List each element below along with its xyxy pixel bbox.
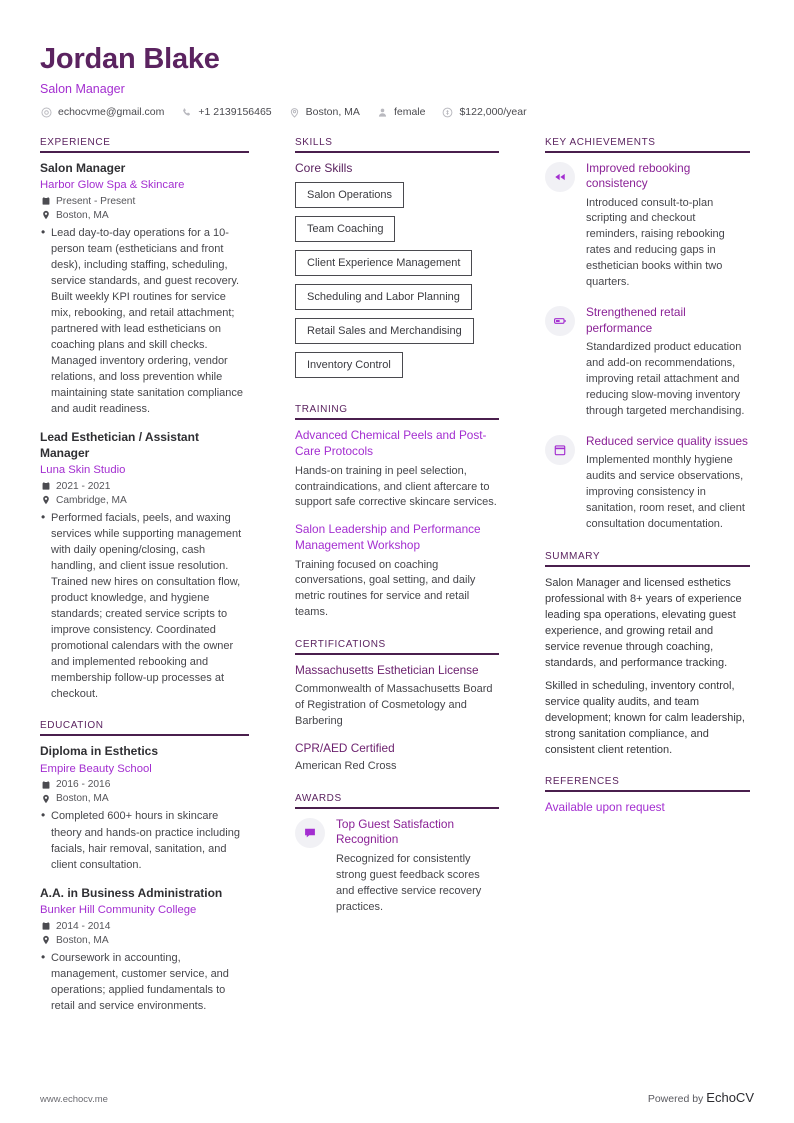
section-summary [545, 551, 750, 759]
training-title: Advanced Chemical Peels and Post-Care Protocols [295, 428, 487, 459]
entry-org: Harbor Glow Spa & Skincare [40, 179, 185, 192]
entry-dates-value: Present - Present [56, 195, 136, 207]
entry-bullets [40, 510, 249, 703]
training-desc: Hands-on training in peel selection, contraindications, and client aftercare to support safe corrective skincare services. [295, 464, 497, 509]
education-entry [40, 886, 249, 1014]
battery-icon [545, 306, 575, 336]
right-column [545, 137, 750, 818]
location-icon [288, 106, 301, 119]
achievement-body [586, 305, 750, 419]
skill-chip[interactable]: Inventory Control [295, 352, 403, 378]
certification-issuer: American Red Cross [295, 760, 397, 773]
section-rule [295, 653, 499, 655]
entry-org: Luna Skin Studio [40, 464, 126, 477]
entry-title: Salon Manager [40, 160, 126, 175]
footer-powered-label: Powered by [647, 1093, 704, 1105]
skills-chip-list [295, 182, 499, 387]
resume-columns [40, 137, 754, 1018]
achievement-title: Improved rebooking consistency [586, 160, 691, 191]
person-icon [376, 106, 389, 119]
page-title: Jordan Blake [40, 43, 220, 75]
salary-icon [441, 106, 454, 119]
section-experience [40, 137, 249, 703]
skill-chip[interactable]: Team Coaching [295, 216, 395, 242]
section-title-education: EDUCATION [40, 720, 104, 732]
entry-bullets [40, 950, 249, 1014]
footer-brand: EchoCV [706, 1090, 754, 1105]
calendar-icon [40, 196, 51, 207]
entry-title: Diploma in Esthetics [40, 744, 159, 759]
map-pin-icon [40, 495, 51, 506]
job-title: Salon Manager [40, 81, 125, 96]
skills-group-title: Core Skills [295, 160, 353, 175]
bullet: • Performed facials, peels, and waxing services while supporting management with daily opening/closing, cash handling, and client issue resolution. Trained new hires on consultation flow, product knowledge, and hygiene standards; created service scripts to improve consistency. Coordinated promotional calendars with the owner and implemented rebooking and membership follow-up processes at checkout. [51, 510, 249, 703]
entry-bullets [40, 808, 249, 872]
section-rule [295, 151, 499, 153]
bullet: • Coursework in accounting, management, customer service, and operations; applied fundamentals to retail and service environments. [51, 950, 249, 1014]
contact-phone [180, 106, 271, 119]
section-key-achievements [545, 137, 750, 533]
skill-chip[interactable]: Retail Sales and Merchandising [295, 318, 474, 344]
experience-entry [40, 161, 249, 418]
entry-location [40, 210, 249, 221]
summary-paragraph: Salon Manager and licensed esthetics professional with 8+ years of experience leading spa operations, elevating guest experience, and growing retail and service revenue through coaching, standards, and performance tracking. [545, 576, 742, 669]
section-rule [545, 790, 750, 792]
achievement-item [545, 305, 750, 419]
achievement-desc: Implemented monthly hygiene audits and service observations, improving consistency in sanitation, room reset, and client consultation documentation. [586, 453, 745, 530]
map-pin-icon [40, 210, 51, 221]
skill-chip[interactable]: Client Experience Management [295, 250, 472, 276]
footer-site-url[interactable]: www.echocv.me [40, 1094, 108, 1105]
contact-salary-value: $122,000/year [459, 106, 527, 119]
section-rule [545, 565, 750, 567]
entry-dates [40, 196, 249, 207]
entry-dates [40, 921, 249, 932]
contact-gender [376, 106, 426, 119]
entry-location-value: Boston, MA [56, 793, 109, 805]
achievement-body [586, 161, 750, 291]
certification-entry [295, 663, 499, 729]
section-awards [295, 793, 499, 915]
section-references [545, 776, 750, 814]
entry-location-value: Cambridge, MA [56, 494, 127, 506]
achievement-desc: Introduced consult-to-plan scripting and checkout reminders, raising rebooking rates and reducing gaps in esthetician books within two quarters. [586, 196, 725, 289]
references-text: Available upon request [545, 800, 665, 815]
section-title-key-achievements: KEY ACHIEVEMENTS [545, 136, 656, 148]
contact-salary [441, 106, 526, 119]
entry-dates-value: 2016 - 2016 [56, 779, 111, 791]
certification-title: CPR/AED Certified [295, 740, 395, 755]
section-education [40, 720, 249, 1013]
bullet: • Completed 600+ hours in skincare theory and hands-on practice including facials, hair removal, sanitation, and client consultation. [51, 808, 249, 872]
rewind-icon [545, 162, 575, 192]
section-title-certifications: CERTIFICATIONS [295, 639, 386, 651]
award-body [336, 817, 499, 915]
calendar-icon [545, 435, 575, 465]
entry-org: Bunker Hill Community College [40, 904, 197, 917]
bullet: • Lead day-to-day operations for a 10-person team (estheticians and front desk), including staffing, scheduling, service standards, and guest recovery. Built weekly KPI routines for service mix, rebooking, and retail attachment; partnered with lead estheticians on coaching plans and skill checks. Managed inventory ordering, vendor relations, and loss prevention while maintaining state sanitation compliance and audit readiness. [51, 225, 249, 418]
certification-title: Massachusetts Esthetician License [295, 663, 479, 678]
contact-email [40, 106, 164, 119]
entry-location-value: Boston, MA [56, 209, 109, 221]
experience-entry [40, 430, 249, 702]
training-entry [295, 522, 499, 621]
entry-dates-value: 2021 - 2021 [56, 480, 111, 492]
contact-location [288, 106, 360, 119]
map-pin-icon [40, 793, 51, 804]
section-title-awards: AWARDS [295, 793, 342, 805]
entry-dates [40, 779, 249, 790]
entry-dates-value: 2014 - 2014 [56, 920, 111, 932]
award-item [295, 817, 499, 915]
section-training [295, 404, 499, 621]
page-footer [40, 1090, 754, 1105]
contact-location-value: Boston, MA [305, 106, 360, 119]
certification-entry [295, 741, 499, 776]
training-desc: Training focused on coaching conversations, goal setting, and daily metric routines for service and retail teams. [295, 558, 476, 619]
section-rule [545, 151, 750, 153]
award-title: Top Guest Satisfaction Recognition [336, 817, 455, 847]
section-certifications [295, 639, 499, 775]
entry-bullets [40, 225, 249, 418]
achievement-item [545, 434, 750, 533]
entry-dates [40, 481, 249, 492]
entry-location [40, 935, 249, 946]
achievement-item [545, 161, 750, 291]
entry-title: Lead Esthetician / Assistant Manager [40, 430, 199, 460]
achievement-title: Reduced service quality issues [586, 433, 748, 448]
skill-chip[interactable]: Scheduling and Labor Planning [295, 284, 472, 310]
certification-issuer: Commonwealth of Massachusetts Board of Registration of Cosmetology and Barbering [295, 682, 493, 727]
contact-email-value: echocvme@gmail.com [58, 106, 165, 119]
section-title-skills: SKILLS [295, 136, 333, 148]
calendar-icon [40, 921, 51, 932]
footer-powered-by [648, 1090, 754, 1105]
entry-title: A.A. in Business Administration [40, 885, 223, 900]
left-column [40, 137, 249, 1018]
resume-header [40, 44, 754, 119]
chat-bubble-icon [295, 818, 325, 848]
achievement-desc: Standardized product education and add-on recommendations, improving retail attachment and reducing slow-moving inventory through targeted merchandising. [586, 340, 745, 417]
section-rule [295, 807, 499, 809]
achievement-body [586, 434, 750, 533]
entry-location-value: Boston, MA [56, 934, 109, 946]
achievement-title: Strengthened retail performance [586, 305, 686, 335]
section-skills [295, 137, 499, 387]
section-title-summary: SUMMARY [545, 550, 601, 562]
education-entry [40, 744, 249, 872]
summary-paragraph: Skilled in scheduling, inventory control, service quality audits, and team development; known for calm leadership, strong sanitation compliance, and consistent client retention. [545, 679, 745, 756]
skill-chip[interactable]: Salon Operations [295, 182, 404, 208]
entry-org: Empire Beauty School [40, 762, 152, 775]
training-title: Salon Leadership and Performance Management Workshop [295, 522, 481, 552]
email-icon [40, 106, 53, 119]
section-title-experience: EXPERIENCE [40, 136, 111, 148]
contact-phone-value: +1 2139156465 [198, 106, 272, 119]
calendar-icon [40, 779, 51, 790]
middle-column [295, 137, 499, 920]
map-pin-icon [40, 935, 51, 946]
phone-icon [180, 106, 193, 119]
contact-gender-value: female [393, 106, 426, 119]
entry-location [40, 495, 249, 506]
section-rule [295, 418, 499, 420]
section-rule [40, 734, 249, 736]
section-title-training: TRAINING [295, 404, 348, 416]
award-desc: Recognized for consistently strong guest feedback scores and effective service recovery practices. [336, 852, 482, 913]
training-entry [295, 428, 499, 511]
entry-location [40, 793, 249, 804]
section-rule [40, 151, 249, 153]
section-title-references: REFERENCES [545, 776, 620, 788]
contact-row [40, 106, 754, 119]
calendar-icon [40, 481, 51, 492]
